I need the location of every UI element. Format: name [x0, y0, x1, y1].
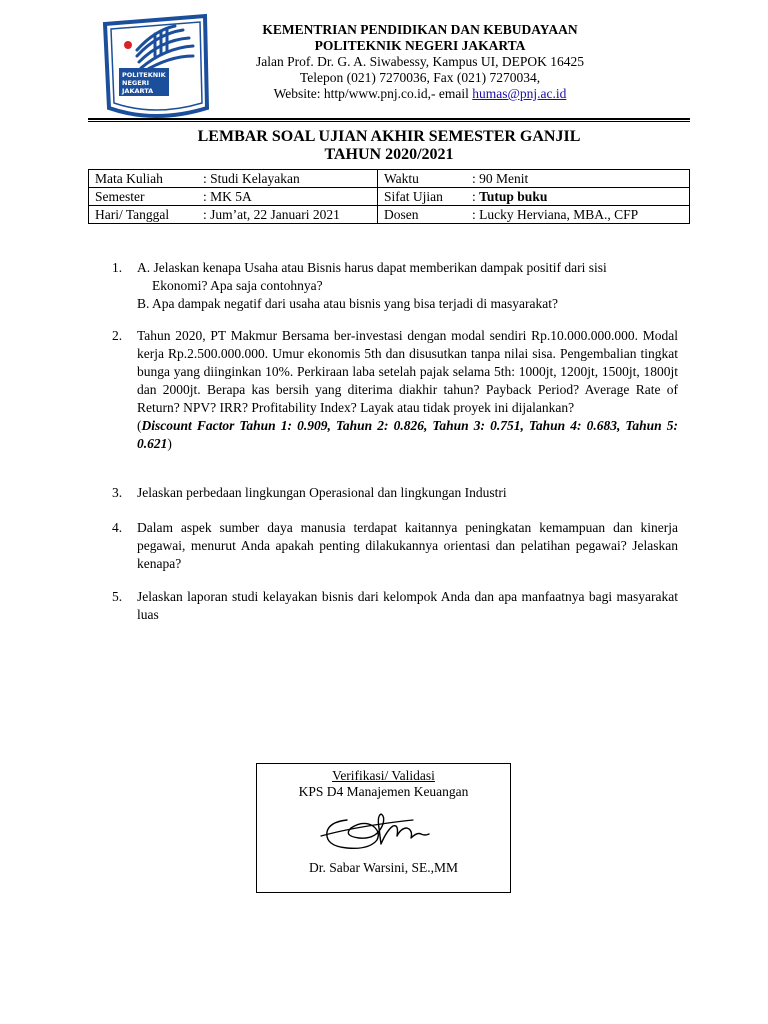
table-row: [89, 188, 690, 206]
header-rule-thick: [88, 118, 690, 120]
question-5: [112, 588, 678, 624]
semester-label: Semester: [89, 188, 202, 206]
logo-text-line2: NEGERI: [122, 79, 150, 87]
waktu-label: Waktu: [378, 170, 471, 188]
question-4: [112, 519, 678, 573]
question-number: 5.: [112, 589, 123, 604]
verification-role: KPS D4 Manajemen Keuangan: [298, 784, 469, 799]
question-1a: A. Jelaskan kenapa Usaha atau Bisnis harus dapat memberikan dampak positif dari sisi: [137, 260, 607, 275]
question-1b: B. Apa dampak negatif dari usaha atau bisnis yang bisa terjadi di masyarakat?: [137, 296, 558, 311]
sifat-ujian-colon: :: [472, 189, 480, 204]
question-number: 3.: [112, 485, 123, 500]
signature: [317, 806, 437, 856]
question-number: 2.: [112, 328, 123, 343]
table-row: [89, 170, 690, 188]
sifat-ujian-label: Sifat Ujian: [378, 188, 471, 206]
institution-name: POLITEKNIK NEGERI JAKARTA: [314, 38, 526, 53]
question-number: 1.: [112, 260, 123, 275]
table-row: [89, 206, 690, 224]
semester-value: : MK 5A: [201, 188, 378, 206]
question-4-text: Dalam aspek sumber daya manusia terdapat kaitannya peningkatan kemampuan dan kinerja pegawai, menurut Anda apakah penting dilakukannya orientasi dan pelatihan pegawai? Jelaskan kenapa?: [137, 520, 678, 571]
hari-tanggal-label: Hari/ Tanggal: [89, 206, 202, 224]
address: Jalan Prof. Dr. G. A. Siwabessy, Kampus UI, DEPOK 16425: [256, 54, 584, 69]
hari-tanggal-value: : Jum’at, 22 Januari 2021: [201, 206, 378, 224]
sifat-ujian-value: Tutup buku: [479, 189, 548, 204]
logo-text-line1: POLITEKNIK: [122, 71, 166, 79]
question-5-text: Jelaskan laporan studi kelayakan bisnis dari kelompok Anda dan apa manfaatnya bagi masyarakat luas: [137, 589, 678, 622]
sifat-ujian-value-cell: [470, 188, 690, 206]
dosen-label: Dosen: [378, 206, 471, 224]
website-text: Website: http/www.pnj.co.id,- email: [273, 86, 473, 101]
question-number: 4.: [112, 520, 123, 535]
question-body: [137, 259, 678, 313]
question-1: [112, 259, 678, 313]
logo-text-line3: JAKARTA: [122, 87, 154, 95]
verifier-name: Dr. Sabar Warsini, SE.,MM: [308, 860, 459, 875]
email-link[interactable]: humas@pnj.ac.id: [472, 86, 567, 101]
question-1a-cont: Ekonomi? Apa saja contohnya?: [152, 278, 323, 293]
pnj-logo: [95, 12, 215, 122]
question-body: [137, 327, 678, 453]
question-3-text: Jelaskan perbedaan lingkungan Operasional dan lingkungan Industri: [137, 485, 507, 500]
paren-close: ): [167, 436, 172, 451]
phone-fax: Telepon (021) 7270036, Fax (021) 7270034,: [299, 70, 541, 85]
exam-title-line1: LEMBAR SOAL UJIAN AKHIR SEMESTER GANJIL: [197, 128, 581, 145]
ministry-name: KEMENTRIAN PENDIDIKAN DAN KEBUDAYAAN: [262, 22, 578, 37]
discount-factors: Discount Factor Tahun 1: 0.909, Tahun 2: 0.826, Tahun 3: 0.751, Tahun 4: 0.683, Tahun 5: 0.621: [137, 418, 678, 451]
dosen-value: : Lucky Herviana, MBA., CFP: [470, 206, 690, 224]
question-3: [112, 484, 678, 502]
question-2-text: Tahun 2020, PT Makmur Bersama ber-investasi dengan modal sendiri Rp.10.000.000.000. Modal kerja Rp.2.500.000.000. Umur ekonomis 5th dan disusutkan tanpa nilai sisa. Pengembalian tingkat bunga yang diinginkan 10%. Perkiraan laba setelah pajak selama 5th: 1000jt, 1200jt, 1500jt, 1800jt dan 2000jt. Berapa kas bersih yang diterima diakhir tahun? Payback Period? Average Rate of Return? NPV? IRR? Profitability Index? Layak atau tidak proyek ini dijalankan?: [137, 328, 678, 415]
header-rule-thin: [88, 121, 690, 122]
mata-kuliah-value: : Studi Kelayakan: [201, 170, 378, 188]
exam-title-line2: TAHUN 2020/2021: [324, 146, 454, 163]
paren-open: (: [137, 418, 142, 433]
mata-kuliah-label: Mata Kuliah: [89, 170, 202, 188]
verification-box: [256, 763, 511, 893]
waktu-value: : 90 Menit: [470, 170, 690, 188]
exam-title: [88, 128, 690, 164]
exam-info-table: [88, 169, 690, 224]
question-2: [112, 327, 678, 453]
letterhead: [245, 22, 595, 102]
verification-title: Verifikasi/ Validasi: [332, 768, 435, 783]
website-email: [245, 86, 595, 102]
